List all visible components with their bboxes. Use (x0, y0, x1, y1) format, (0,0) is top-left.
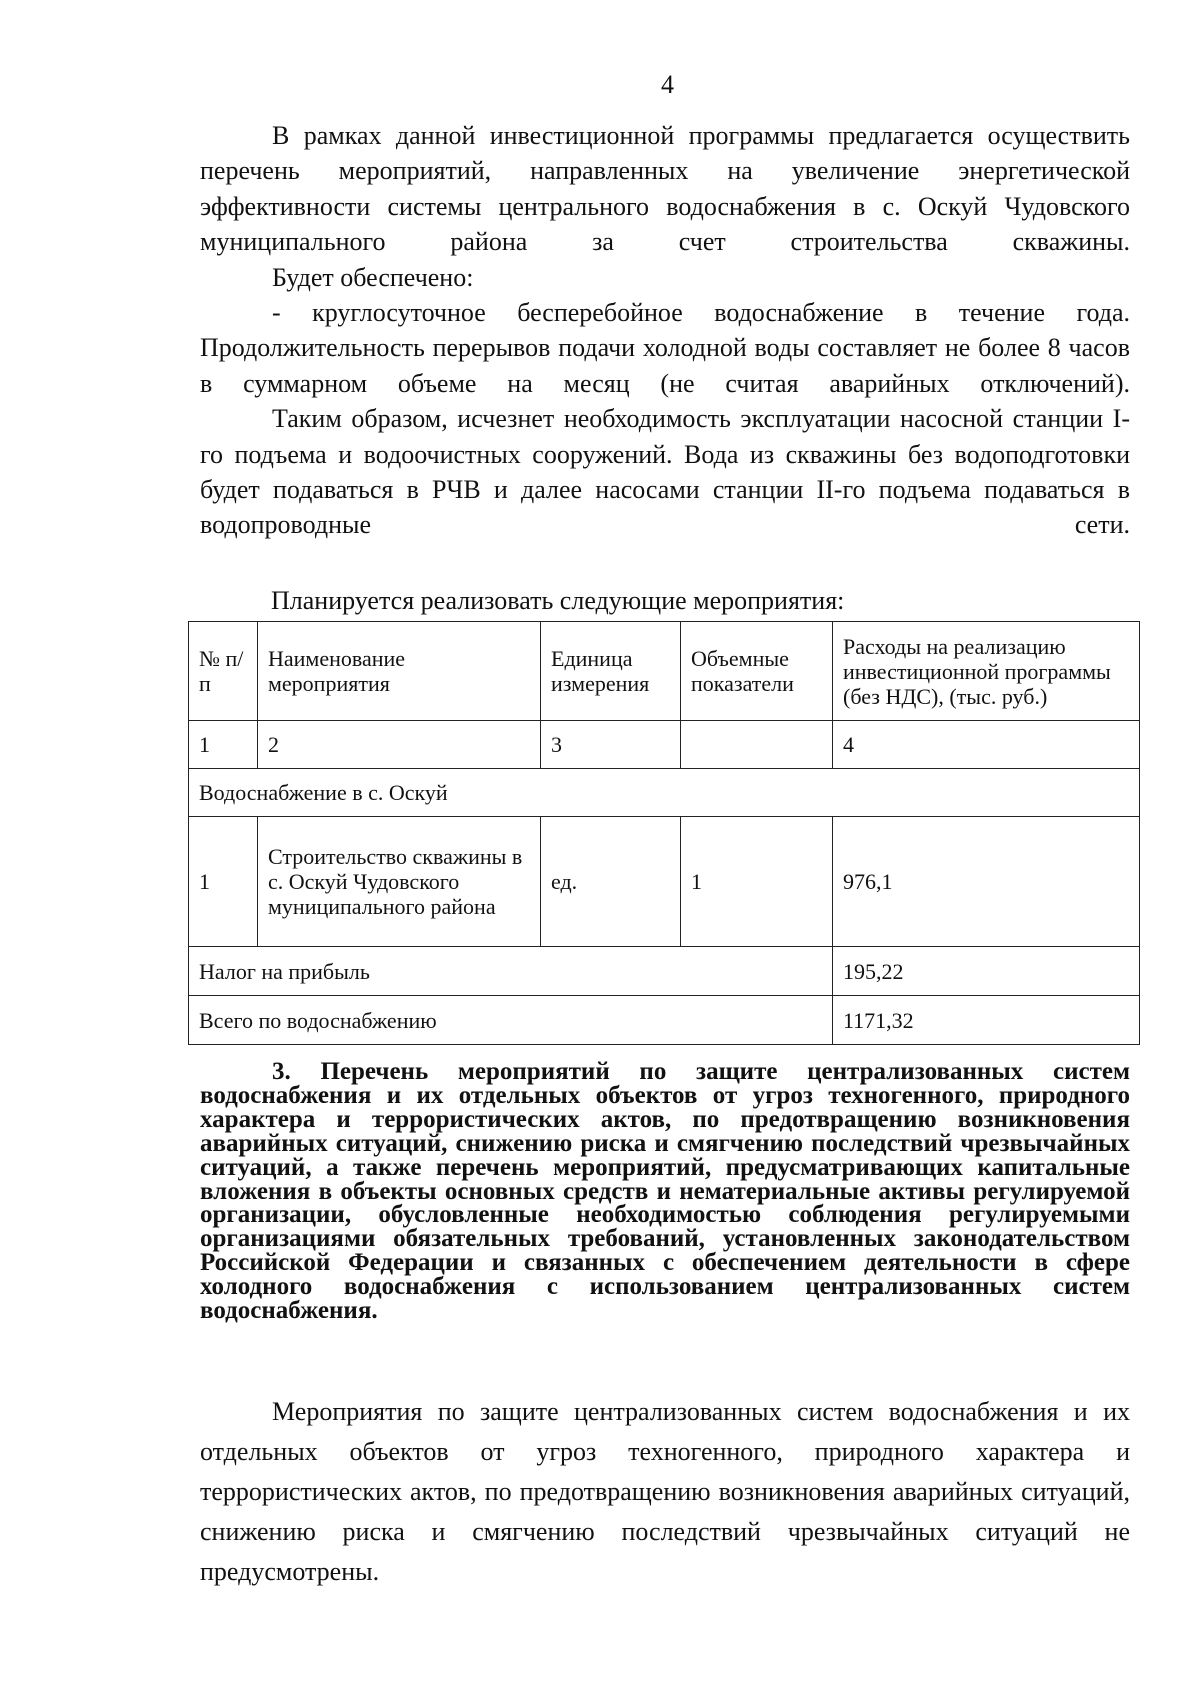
total-label: Всего по водоснабжению (189, 996, 833, 1045)
row-name: Строительство скважины в с. Оскуй Чудовского муниципального района (258, 817, 541, 947)
measures-table (188, 621, 1140, 1045)
table-header-row (189, 622, 1140, 721)
closing-paragraph: Мероприятия по защите централизованных систем водоснабжения и их отдельных объектов от угроз техногенного, природного характера и террористических актов, по предотвращению возникновения аварийных ситуаций, снижению риска и смягчению последствий чрезвычайных ситуаций не предусмотрены. (200, 1397, 1130, 1586)
table-title: Планируется реализовать следующие мероприятия: (271, 586, 845, 615)
column-number-empty (681, 721, 833, 769)
tax-label: Налог на прибыль (189, 947, 833, 996)
table-section-label: Водоснабжение в с. Оскуй (189, 769, 1140, 817)
section-3-heading: 3. Перечень мероприятий по защите централизованных систем водоснабжения и их отдельных объектов от угроз техногенного, природного характера и террористических актов, по предотвращению возникновения аварийных ситуаций, снижению риска и смягчению последствий чрезвычайных ситуаций, а также перечень мероприятий, предусматривающих капитальные вложения в объекты основных средств и нематериальные активы регулируемой организации, обусловленные необходимостью соблюдения регулируемыми организациями обязательных требований, установленных законодательством Российской Федерации и связанных с обеспечением деятельности в сфере холодного водоснабжения с использованием централизованных систем водоснабжения. (200, 1058, 1130, 1325)
row-unit: ед. (541, 817, 681, 947)
intro-paragraph-consequence: Таким образом, исчезнет необходимость эксплуатации насосной станции I-го подъема и водоочистных сооружений. Вода из скважины без водоподготовки будет подаваться в РЧВ и далее насосами станции II-го подъема подаваться в водопроводные сети. (200, 404, 1130, 540)
table-section-row (189, 769, 1140, 817)
table-row (189, 817, 1140, 947)
row-volume: 1 (681, 817, 833, 947)
header-unit: Единица измерения (541, 622, 681, 721)
row-number: 1 (189, 817, 258, 947)
header-volume: Объемные показатели (681, 622, 833, 721)
header-cost: Расходы на реализацию инвестиционной программы (без НДС), (тыс. руб.) (833, 622, 1140, 721)
column-number-4: 4 (833, 721, 1140, 769)
intro-paragraph-program: В рамках данной инвестиционной программы предлагается осуществить перечень мероприятий, направленных на увеличение энергетической эффективности системы центрального водоснабжения в с. Оскуй Чудовского муниципального района за счет строительства скважины. (200, 121, 1130, 257)
row-cost: 976,1 (833, 817, 1140, 947)
column-number-2: 2 (258, 721, 541, 769)
tax-row (189, 947, 1140, 996)
intro-paragraph-supply: - круглосуточное бесперебойное водоснабжение в течение года. Продолжительность перерывов подачи холодной воды составляет не более 8 часов в суммарном объеме на месяц (не считая аварийных отключений). (200, 298, 1130, 398)
intro-section (200, 118, 1130, 543)
total-value: 1171,32 (833, 996, 1140, 1045)
closing-section (200, 1392, 1130, 1592)
intro-paragraph-provided: Будет обеспечено: (272, 262, 474, 292)
header-number: № п/п (189, 622, 258, 721)
total-row (189, 996, 1140, 1045)
column-number-3: 3 (541, 721, 681, 769)
header-name: Наименование мероприятия (258, 622, 541, 721)
tax-value: 195,22 (833, 947, 1140, 996)
page-number: 4 (661, 70, 674, 99)
table-column-numbers-row (189, 721, 1140, 769)
column-number-1: 1 (189, 721, 258, 769)
